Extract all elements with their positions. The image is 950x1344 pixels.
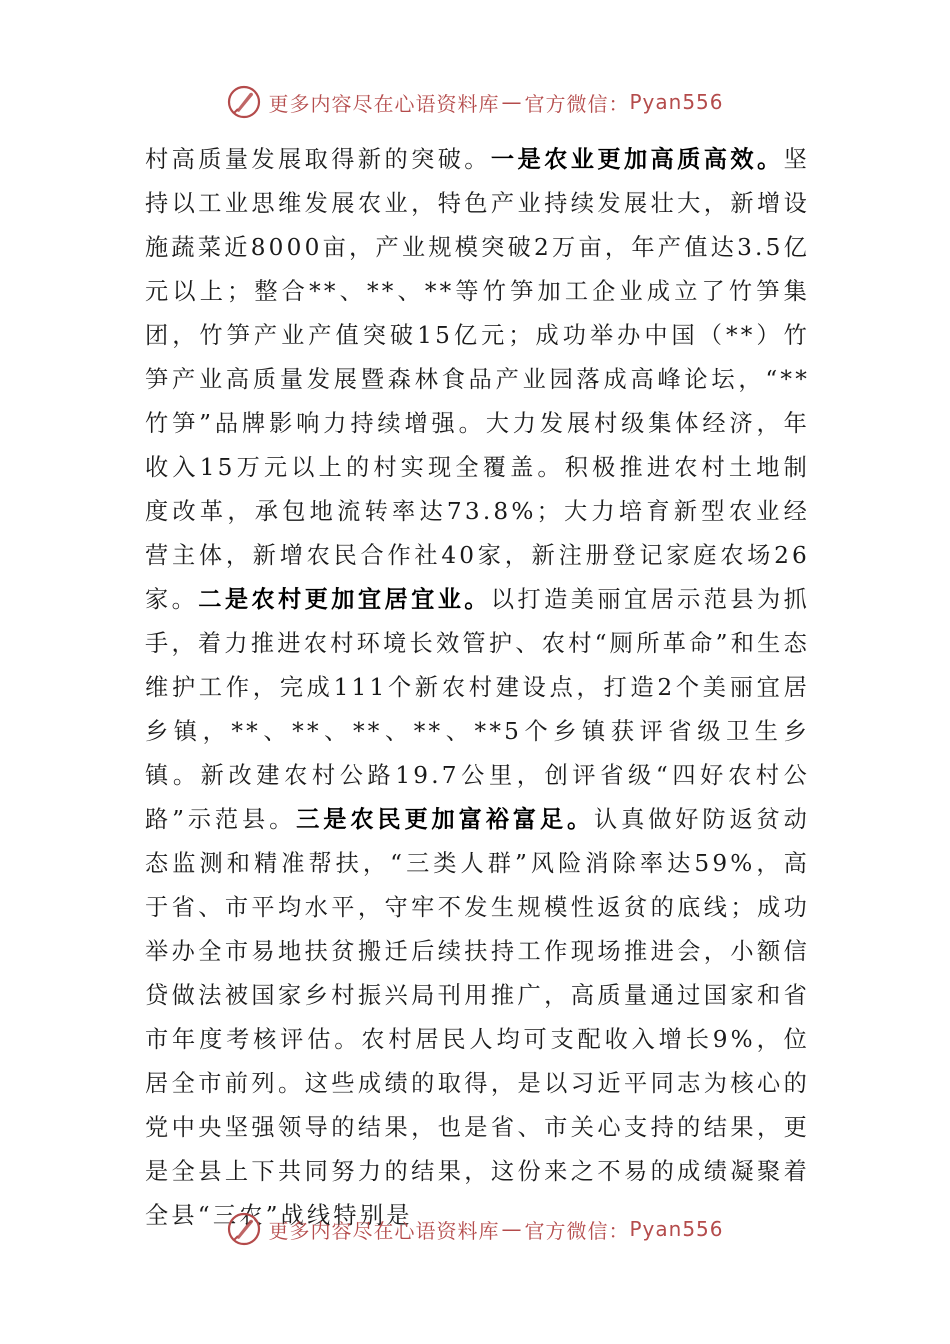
sentence-3: 以打造美丽宜居示范县为抓手，着力推进农村环境长效管护、农村“厕所革命”和生态维护工作，完成111个新农村建设点，打造2个美丽宜居乡镇，**、**、**、**、**5个乡镇获评省级卫生乡镇。新改建农村公路19.7公里，创评省级“四好农村公路”示范县。 [145,586,810,833]
heading-agriculture: 一是农业更加高质高效。 [490,146,784,173]
footer-watermark-banner [0,1209,950,1249]
header-watermark-banner [0,82,950,122]
banner-separator: — [501,90,523,114]
banner-wechat-code: Pyan556 [629,90,724,114]
banner-official-label: 官方微信： [524,1218,630,1243]
banner-separator: — [501,1217,523,1241]
sentence-2: 坚持以工业思维发展农业，特色产业持续发展壮大，新增设施蔬菜近8000亩，产业规模突破2万亩，年产值达3.5亿元以上；整合**、**、**等竹笋加工企业成立了竹笋集团，竹笋产业产值突破15亿元；成功举办中国（**）竹笋产业高质量发展暨森林食品产业园落成高峰论坛，“**竹笋”品牌影响力持续增强。大力发展村级集体经济，年收入15万元以上的村实现全覆盖。积极推进农村土地制度改革，承包地流转率达73.8%；大力培育新型农业经营主体，新增农民合作社40家，新注册登记家庭农场26家。 [145,146,810,613]
feather-pen-circle-icon [226,84,262,120]
heading-farmers-rich: 三是农民更加富裕富足。 [296,806,595,833]
heading-rural-livable: 二是农村更加宜居宜业。 [198,586,491,613]
banner-text: 更多内容尽在心语资料库 [268,91,500,116]
banner-text: 更多内容尽在心语资料库 [268,1218,500,1243]
sentence-4: 认真做好防返贫动态监测和精准帮扶，“三类人群”风险消除率达59%，高于省、市平均水平，守牢不发生规模性返贫的底线；成功举办全市易地扶贫搬迁后续扶持工作现场推进会，小额信贷做法被国家乡村振兴局刊用推广，高质量通过国家和省市年度考核评估。农村居民人均可支配收入增长9%，位居全市前列。这些成绩的取得，是以习近平同志为核心的党中央坚强领导的结果，也是省、市关心支持的结果，更是全县上下共同努力的结果，这份来之不易的成绩凝聚着全县“三农”战线特别是 [145,806,810,1229]
banner-wechat-code: Pyan556 [629,1217,724,1241]
banner-official-label: 官方微信： [524,91,630,116]
feather-pen-circle-icon [226,1211,262,1247]
sentence-1: 村高质量发展取得新的突破。 [145,146,491,173]
document-body-paragraph [145,138,810,1238]
